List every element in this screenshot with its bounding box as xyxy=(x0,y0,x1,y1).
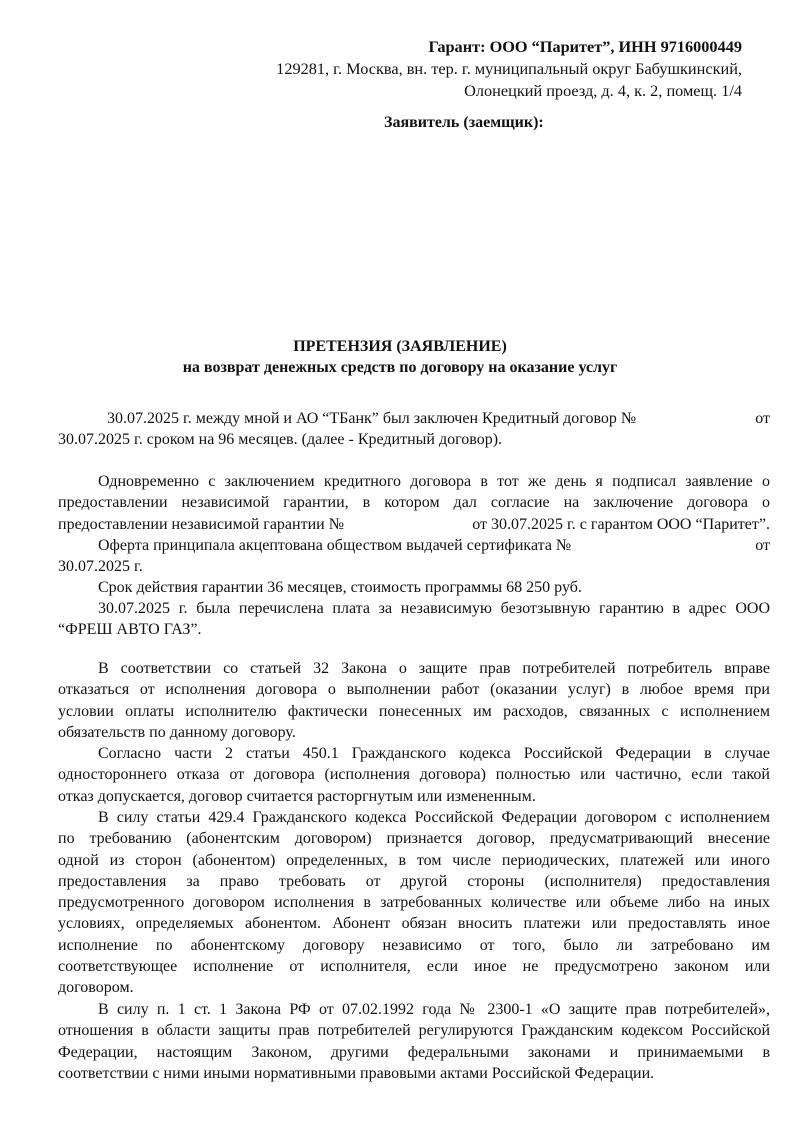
paragraph-line: отказаться от исполнения договора о выполнении работ (оказании услуг) в любое время при xyxy=(58,681,770,699)
guarantor-address-line2: Олонецкий проезд, д. 4, к. 2, помещ. 1/4 xyxy=(464,81,742,100)
paragraph-line: одной из сторон (абонентом) определенных, в том числе периодических, платежей или иного xyxy=(58,851,770,869)
paragraph-line: предоставления за право требовать от другой стороны (исполнителя) предоставления xyxy=(58,872,770,890)
credit-agreement-from: от xyxy=(755,410,770,427)
paragraph-line: исполнение по абонентскому договору независимо от того, было ли затребовано им xyxy=(58,936,770,954)
paragraph-line: условии оплаты исполнителю фактически понесенных им расходов, связанных с исполнением xyxy=(58,702,770,720)
guarantor-line: Гарант: ООО “Паритет”, ИНН 9716000449 xyxy=(428,37,742,56)
paragraph-line: по требованию (абонентским договором) признается договор, предусматривающий внесение xyxy=(58,830,770,848)
offer-from: от xyxy=(755,537,770,554)
paragraph-line: условиях, определяемых абонентом. Абонент обязан вносить платежи или предоставлять иное xyxy=(58,915,770,933)
paragraph-line: предусмотренного договором исполнения в затребованных количестве или объеме либо на иных xyxy=(58,894,770,912)
paragraph-line: одностороннего отказа от договора (исполнения договора) полностью или частично, если такой xyxy=(58,766,770,784)
paragraph-civil-code-450 xyxy=(58,743,770,807)
offer-text: Оферта принципала акцептована обществом выдачей сертификата № xyxy=(98,537,572,554)
paragraph-line: 30.07.2025 г. была перечислена плата за независимую безотзывную гарантию в адрес ООО xyxy=(98,600,770,617)
paragraph-payment xyxy=(58,598,770,641)
paragraph-line: предоставлении независимой гарантии, в котором дал согласие на заключение договора о xyxy=(58,494,770,512)
applicant-label: Заявитель (заемщик): xyxy=(384,114,544,131)
guarantee-number-text: предоставлении независимой гарантии № xyxy=(58,515,344,533)
paragraph-line: В соответствии со статьей 32 Закона о защите прав потребителей потребитель вправе xyxy=(98,660,770,677)
paragraph-civil-code-429 xyxy=(58,807,770,999)
title-main: ПРЕТЕНЗИЯ (ЗАЯВЛЕНИЕ) xyxy=(293,338,507,355)
credit-agreement-text: 30.07.2025 г. между мной и АО “ТБанк” был заключен Кредитный договор № xyxy=(107,410,637,427)
paragraph-line xyxy=(58,408,770,429)
paragraph-line: Срок действия гарантии 36 месяцев, стоимость программы 68 250 руб. xyxy=(98,579,582,596)
guarantor-address-line1: 129281, г. Москва, вн. тер. г. муниципальный округ Бабушкинский, xyxy=(276,59,742,78)
paragraph-line: “ФРЕШ АВТО ГАЗ”. xyxy=(58,621,202,639)
paragraph-line: В силу статьи 429.4 Гражданского кодекса Российской Федерации договором с исполнением xyxy=(98,809,770,826)
paragraph-line: 30.07.2025 г. xyxy=(58,558,143,576)
paragraph-offer xyxy=(58,535,770,578)
paragraph-consumer-law-32 xyxy=(58,658,770,743)
guarantee-date-text: от 30.07.2025 г. с гарантом ООО “Паритет”. xyxy=(472,515,770,533)
paragraph-line: Одновременно с заключением кредитного договора в тот же день я подписал заявление о xyxy=(98,473,770,490)
paragraph-credit-agreement xyxy=(58,408,770,451)
paragraph-line: соответствии с ними иными нормативными правовыми актами Российской Федерации. xyxy=(58,1064,655,1082)
document-title xyxy=(0,336,800,378)
paragraph-line: отказ допускается, договор считается расторгнутым или измененным. xyxy=(58,787,536,805)
paragraph-line: Федерации, настоящим Законом, другими федеральными законами и принимаемыми в xyxy=(58,1043,770,1061)
paragraph-line xyxy=(58,535,770,556)
paragraph-line: отношения в области защиты прав потребителей регулируются Гражданским кодексом Российской xyxy=(58,1022,770,1040)
title-subtitle: на возврат денежных средств по договору на оказание услуг xyxy=(182,359,618,376)
paragraph-consumer-law-1 xyxy=(58,999,770,1084)
paragraph-line: Согласно части 2 статьи 450.1 Гражданского кодекса Российской Федерации в случае xyxy=(98,745,770,762)
paragraph-line xyxy=(58,514,770,535)
paragraph-line: 30.07.2025 г. сроком на 96 месяцев. (далее - Кредитный договор). xyxy=(58,431,503,449)
paragraph-line: договором. xyxy=(58,979,134,997)
paragraph-term-cost xyxy=(58,577,770,598)
paragraph-line: соответствующее исполнение от исполнителя, если иное не предусмотрено законом или xyxy=(58,958,770,976)
paragraph-guarantee xyxy=(58,471,770,535)
paragraph-line: В силу п. 1 ст. 1 Закона РФ от 07.02.1992 года № 2300-1 «О защите прав потребителей», xyxy=(98,1001,770,1018)
guarantor-header xyxy=(276,36,742,102)
paragraph-line: обязательств по данному договору. xyxy=(58,723,296,741)
